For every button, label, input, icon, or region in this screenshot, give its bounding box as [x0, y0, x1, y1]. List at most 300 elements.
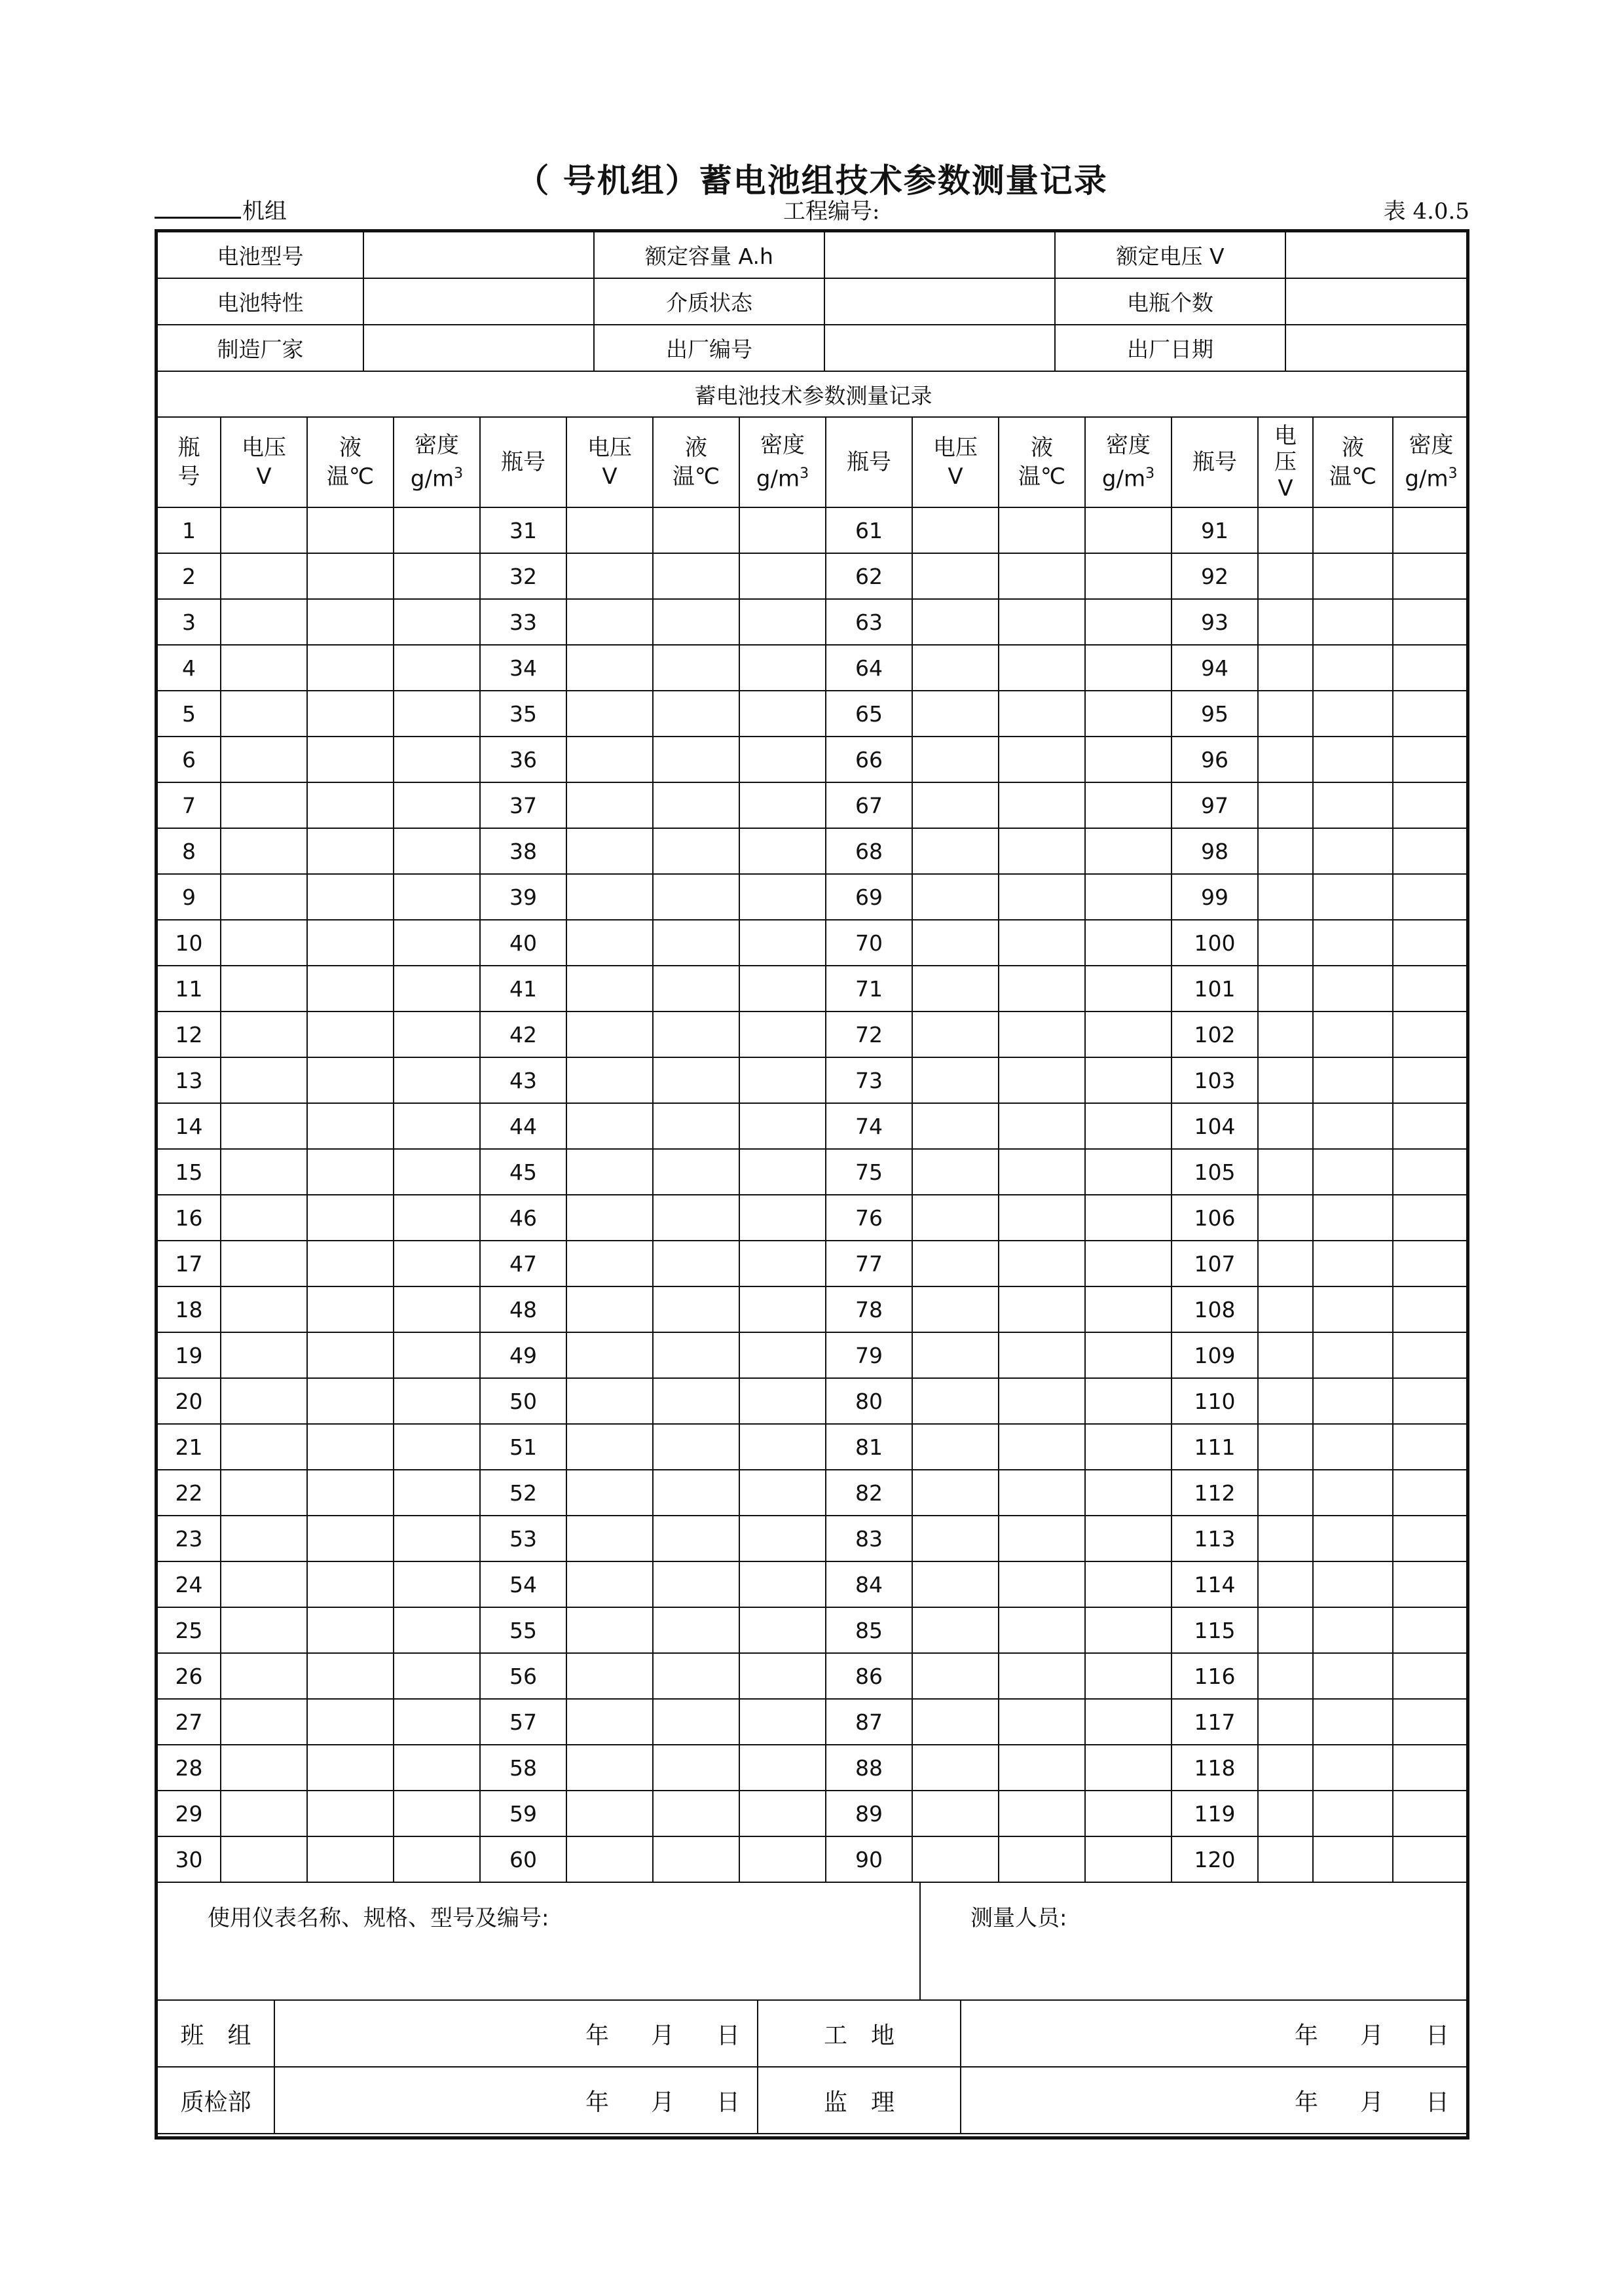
density-cell[interactable] — [394, 1424, 480, 1470]
voltage-cell[interactable] — [566, 1607, 653, 1653]
voltage-cell[interactable] — [912, 1241, 999, 1286]
voltage-cell[interactable] — [221, 1378, 307, 1424]
voltage-cell[interactable] — [912, 691, 999, 737]
voltage-cell[interactable] — [566, 1516, 653, 1561]
temperature-cell[interactable] — [1313, 1424, 1393, 1470]
temperature-cell[interactable] — [999, 1836, 1085, 1882]
voltage-cell[interactable] — [1258, 1424, 1313, 1470]
voltage-cell[interactable] — [566, 599, 653, 645]
voltage-cell[interactable] — [221, 553, 307, 599]
density-cell[interactable] — [394, 1103, 480, 1149]
temperature-cell[interactable] — [307, 553, 394, 599]
voltage-cell[interactable] — [912, 1791, 999, 1836]
voltage-cell[interactable] — [1258, 1745, 1313, 1791]
temperature-cell[interactable] — [1313, 1103, 1393, 1149]
temperature-cell[interactable] — [1313, 645, 1393, 691]
density-cell[interactable] — [394, 1561, 480, 1607]
density-cell[interactable] — [1393, 1057, 1469, 1103]
density-cell[interactable] — [1393, 1791, 1469, 1836]
temperature-cell[interactable] — [653, 645, 739, 691]
density-cell[interactable] — [739, 1607, 826, 1653]
density-cell[interactable] — [1085, 507, 1172, 553]
density-cell[interactable] — [739, 553, 826, 599]
voltage-cell[interactable] — [566, 1745, 653, 1791]
temperature-cell[interactable] — [653, 1195, 739, 1241]
voltage-cell[interactable] — [912, 1516, 999, 1561]
temperature-cell[interactable] — [1313, 828, 1393, 874]
temperature-cell[interactable] — [653, 874, 739, 920]
temperature-cell[interactable] — [999, 1516, 1085, 1561]
density-cell[interactable] — [739, 1332, 826, 1378]
temperature-cell[interactable] — [653, 1011, 739, 1057]
temperature-cell[interactable] — [307, 874, 394, 920]
density-cell[interactable] — [394, 507, 480, 553]
voltage-cell[interactable] — [912, 1286, 999, 1332]
density-cell[interactable] — [1085, 1378, 1172, 1424]
temperature-cell[interactable] — [307, 599, 394, 645]
voltage-cell[interactable] — [221, 1057, 307, 1103]
temperature-cell[interactable] — [307, 645, 394, 691]
voltage-cell[interactable] — [566, 828, 653, 874]
temperature-cell[interactable] — [653, 1516, 739, 1561]
temperature-cell[interactable] — [1313, 1149, 1393, 1195]
density-cell[interactable] — [1085, 828, 1172, 874]
temperature-cell[interactable] — [653, 1378, 739, 1424]
voltage-cell[interactable] — [1258, 737, 1313, 782]
voltage-cell[interactable] — [221, 1745, 307, 1791]
voltage-cell[interactable] — [221, 966, 307, 1011]
voltage-cell[interactable] — [1258, 1653, 1313, 1699]
voltage-cell[interactable] — [1258, 1378, 1313, 1424]
density-cell[interactable] — [394, 1791, 480, 1836]
voltage-cell[interactable] — [1258, 1011, 1313, 1057]
voltage-cell[interactable] — [566, 691, 653, 737]
density-cell[interactable] — [394, 782, 480, 828]
density-cell[interactable] — [1393, 828, 1469, 874]
density-cell[interactable] — [1085, 782, 1172, 828]
temperature-cell[interactable] — [307, 1057, 394, 1103]
voltage-cell[interactable] — [566, 1791, 653, 1836]
medium-state-value[interactable] — [824, 278, 1055, 325]
voltage-cell[interactable] — [566, 874, 653, 920]
temperature-cell[interactable] — [307, 1607, 394, 1653]
density-cell[interactable] — [1085, 920, 1172, 966]
temperature-cell[interactable] — [307, 1286, 394, 1332]
temperature-cell[interactable] — [999, 1011, 1085, 1057]
voltage-cell[interactable] — [912, 1057, 999, 1103]
temperature-cell[interactable] — [307, 1378, 394, 1424]
voltage-cell[interactable] — [912, 1699, 999, 1745]
voltage-cell[interactable] — [1258, 1241, 1313, 1286]
voltage-cell[interactable] — [1258, 1607, 1313, 1653]
temperature-cell[interactable] — [999, 599, 1085, 645]
temperature-cell[interactable] — [1313, 599, 1393, 645]
voltage-cell[interactable] — [1258, 1149, 1313, 1195]
density-cell[interactable] — [1393, 1745, 1469, 1791]
density-cell[interactable] — [1085, 1149, 1172, 1195]
temperature-cell[interactable] — [999, 1103, 1085, 1149]
temperature-cell[interactable] — [307, 1195, 394, 1241]
density-cell[interactable] — [739, 782, 826, 828]
density-cell[interactable] — [1085, 1241, 1172, 1286]
voltage-cell[interactable] — [912, 1424, 999, 1470]
density-cell[interactable] — [1393, 1286, 1469, 1332]
voltage-cell[interactable] — [566, 966, 653, 1011]
density-cell[interactable] — [1393, 691, 1469, 737]
temperature-cell[interactable] — [653, 1561, 739, 1607]
voltage-cell[interactable] — [221, 599, 307, 645]
temperature-cell[interactable] — [653, 1470, 739, 1516]
voltage-cell[interactable] — [566, 1011, 653, 1057]
density-cell[interactable] — [1085, 1057, 1172, 1103]
voltage-cell[interactable] — [566, 1836, 653, 1882]
density-cell[interactable] — [1393, 1836, 1469, 1882]
temperature-cell[interactable] — [999, 1561, 1085, 1607]
density-cell[interactable] — [739, 1561, 826, 1607]
temperature-cell[interactable] — [307, 1011, 394, 1057]
density-cell[interactable] — [1393, 1699, 1469, 1745]
density-cell[interactable] — [394, 828, 480, 874]
voltage-cell[interactable] — [1258, 507, 1313, 553]
density-cell[interactable] — [739, 1378, 826, 1424]
density-cell[interactable] — [1393, 1195, 1469, 1241]
temperature-cell[interactable] — [999, 828, 1085, 874]
temperature-cell[interactable] — [1313, 1057, 1393, 1103]
temperature-cell[interactable] — [1313, 1791, 1393, 1836]
voltage-cell[interactable] — [912, 1607, 999, 1653]
density-cell[interactable] — [394, 553, 480, 599]
density-cell[interactable] — [1085, 1561, 1172, 1607]
temperature-cell[interactable] — [307, 1332, 394, 1378]
density-cell[interactable] — [739, 599, 826, 645]
temperature-cell[interactable] — [307, 737, 394, 782]
temperature-cell[interactable] — [999, 507, 1085, 553]
voltage-cell[interactable] — [912, 599, 999, 645]
voltage-cell[interactable] — [912, 1195, 999, 1241]
temperature-cell[interactable] — [307, 828, 394, 874]
voltage-cell[interactable] — [1258, 874, 1313, 920]
density-cell[interactable] — [1085, 1836, 1172, 1882]
voltage-cell[interactable] — [566, 1561, 653, 1607]
temperature-cell[interactable] — [307, 1516, 394, 1561]
density-cell[interactable] — [394, 1470, 480, 1516]
voltage-cell[interactable] — [221, 1607, 307, 1653]
voltage-cell[interactable] — [912, 507, 999, 553]
voltage-cell[interactable] — [221, 1332, 307, 1378]
voltage-cell[interactable] — [221, 1836, 307, 1882]
temperature-cell[interactable] — [1313, 1286, 1393, 1332]
temperature-cell[interactable] — [999, 782, 1085, 828]
density-cell[interactable] — [1085, 1470, 1172, 1516]
voltage-cell[interactable] — [912, 782, 999, 828]
density-cell[interactable] — [739, 737, 826, 782]
temperature-cell[interactable] — [999, 691, 1085, 737]
density-cell[interactable] — [739, 920, 826, 966]
voltage-cell[interactable] — [1258, 1332, 1313, 1378]
voltage-cell[interactable] — [1258, 1470, 1313, 1516]
serial-no-value[interactable] — [824, 325, 1055, 371]
temperature-cell[interactable] — [1313, 1516, 1393, 1561]
voltage-cell[interactable] — [1258, 1103, 1313, 1149]
voltage-cell[interactable] — [912, 1378, 999, 1424]
density-cell[interactable] — [1393, 1103, 1469, 1149]
voltage-cell[interactable] — [566, 1241, 653, 1286]
temperature-cell[interactable] — [307, 1241, 394, 1286]
density-cell[interactable] — [739, 966, 826, 1011]
temperature-cell[interactable] — [653, 599, 739, 645]
temperature-cell[interactable] — [999, 1745, 1085, 1791]
temperature-cell[interactable] — [653, 782, 739, 828]
temperature-cell[interactable] — [999, 1378, 1085, 1424]
voltage-cell[interactable] — [1258, 1286, 1313, 1332]
voltage-cell[interactable] — [221, 507, 307, 553]
voltage-cell[interactable] — [221, 1241, 307, 1286]
voltage-cell[interactable] — [1258, 1836, 1313, 1882]
voltage-cell[interactable] — [1258, 553, 1313, 599]
temperature-cell[interactable] — [999, 1607, 1085, 1653]
temperature-cell[interactable] — [653, 1653, 739, 1699]
density-cell[interactable] — [1085, 1011, 1172, 1057]
temperature-cell[interactable] — [1313, 507, 1393, 553]
measurer-field[interactable] — [920, 1883, 1466, 2000]
density-cell[interactable] — [739, 828, 826, 874]
temperature-cell[interactable] — [1313, 1836, 1393, 1882]
density-cell[interactable] — [1393, 645, 1469, 691]
density-cell[interactable] — [1393, 1011, 1469, 1057]
density-cell[interactable] — [1393, 874, 1469, 920]
team-date-field[interactable] — [274, 2001, 758, 2067]
density-cell[interactable] — [1393, 1470, 1469, 1516]
battery-feature-value[interactable] — [363, 278, 594, 325]
temperature-cell[interactable] — [307, 691, 394, 737]
temperature-cell[interactable] — [653, 1241, 739, 1286]
voltage-cell[interactable] — [912, 1103, 999, 1149]
temperature-cell[interactable] — [653, 507, 739, 553]
temperature-cell[interactable] — [999, 874, 1085, 920]
temperature-cell[interactable] — [999, 1286, 1085, 1332]
mfg-date-value[interactable] — [1285, 325, 1466, 371]
voltage-cell[interactable] — [566, 1378, 653, 1424]
voltage-cell[interactable] — [1258, 782, 1313, 828]
density-cell[interactable] — [1393, 599, 1469, 645]
density-cell[interactable] — [1393, 1516, 1469, 1561]
temperature-cell[interactable] — [307, 782, 394, 828]
temperature-cell[interactable] — [307, 1653, 394, 1699]
temperature-cell[interactable] — [653, 1103, 739, 1149]
temperature-cell[interactable] — [999, 1653, 1085, 1699]
voltage-cell[interactable] — [1258, 1195, 1313, 1241]
temperature-cell[interactable] — [1313, 553, 1393, 599]
density-cell[interactable] — [1393, 1607, 1469, 1653]
density-cell[interactable] — [739, 1011, 826, 1057]
density-cell[interactable] — [394, 1653, 480, 1699]
temperature-cell[interactable] — [999, 1470, 1085, 1516]
voltage-cell[interactable] — [566, 920, 653, 966]
density-cell[interactable] — [739, 1470, 826, 1516]
voltage-cell[interactable] — [566, 1699, 653, 1745]
density-cell[interactable] — [1085, 1745, 1172, 1791]
supervisor-date-field[interactable] — [961, 2067, 1466, 2134]
voltage-cell[interactable] — [221, 1286, 307, 1332]
density-cell[interactable] — [739, 1149, 826, 1195]
voltage-cell[interactable] — [221, 1149, 307, 1195]
temperature-cell[interactable] — [1313, 1241, 1393, 1286]
density-cell[interactable] — [394, 1149, 480, 1195]
voltage-cell[interactable] — [1258, 1561, 1313, 1607]
voltage-cell[interactable] — [1258, 599, 1313, 645]
temperature-cell[interactable] — [307, 966, 394, 1011]
temperature-cell[interactable] — [999, 1149, 1085, 1195]
voltage-cell[interactable] — [566, 1653, 653, 1699]
temperature-cell[interactable] — [653, 828, 739, 874]
temperature-cell[interactable] — [653, 1745, 739, 1791]
temperature-cell[interactable] — [1313, 737, 1393, 782]
temperature-cell[interactable] — [999, 1195, 1085, 1241]
voltage-cell[interactable] — [566, 782, 653, 828]
density-cell[interactable] — [1393, 1332, 1469, 1378]
temperature-cell[interactable] — [653, 1607, 739, 1653]
voltage-cell[interactable] — [912, 1332, 999, 1378]
cell-count-value[interactable] — [1285, 278, 1466, 325]
temperature-cell[interactable] — [653, 1699, 739, 1745]
voltage-cell[interactable] — [221, 1424, 307, 1470]
temperature-cell[interactable] — [999, 1424, 1085, 1470]
voltage-cell[interactable] — [566, 1470, 653, 1516]
unit-blank-line[interactable] — [155, 217, 241, 219]
temperature-cell[interactable] — [1313, 1561, 1393, 1607]
density-cell[interactable] — [394, 1241, 480, 1286]
temperature-cell[interactable] — [1313, 1195, 1393, 1241]
voltage-cell[interactable] — [221, 1195, 307, 1241]
voltage-cell[interactable] — [912, 828, 999, 874]
density-cell[interactable] — [394, 1699, 480, 1745]
density-cell[interactable] — [1393, 1653, 1469, 1699]
density-cell[interactable] — [394, 1516, 480, 1561]
rated-voltage-value[interactable] — [1285, 232, 1466, 278]
density-cell[interactable] — [739, 1836, 826, 1882]
density-cell[interactable] — [1085, 1653, 1172, 1699]
density-cell[interactable] — [739, 1653, 826, 1699]
voltage-cell[interactable] — [221, 1516, 307, 1561]
density-cell[interactable] — [1085, 1286, 1172, 1332]
voltage-cell[interactable] — [912, 553, 999, 599]
density-cell[interactable] — [739, 645, 826, 691]
voltage-cell[interactable] — [566, 1057, 653, 1103]
temperature-cell[interactable] — [1313, 1699, 1393, 1745]
density-cell[interactable] — [394, 737, 480, 782]
density-cell[interactable] — [739, 1241, 826, 1286]
density-cell[interactable] — [394, 599, 480, 645]
voltage-cell[interactable] — [912, 1653, 999, 1699]
density-cell[interactable] — [1085, 737, 1172, 782]
voltage-cell[interactable] — [912, 874, 999, 920]
voltage-cell[interactable] — [1258, 645, 1313, 691]
voltage-cell[interactable] — [912, 966, 999, 1011]
density-cell[interactable] — [394, 691, 480, 737]
voltage-cell[interactable] — [1258, 1516, 1313, 1561]
voltage-cell[interactable] — [912, 1470, 999, 1516]
density-cell[interactable] — [739, 1195, 826, 1241]
temperature-cell[interactable] — [307, 1699, 394, 1745]
temperature-cell[interactable] — [999, 737, 1085, 782]
temperature-cell[interactable] — [1313, 966, 1393, 1011]
density-cell[interactable] — [1085, 599, 1172, 645]
temperature-cell[interactable] — [307, 1836, 394, 1882]
temperature-cell[interactable] — [653, 966, 739, 1011]
voltage-cell[interactable] — [1258, 828, 1313, 874]
temperature-cell[interactable] — [1313, 1653, 1393, 1699]
voltage-cell[interactable] — [912, 1011, 999, 1057]
voltage-cell[interactable] — [221, 1470, 307, 1516]
density-cell[interactable] — [1393, 507, 1469, 553]
temperature-cell[interactable] — [653, 1149, 739, 1195]
density-cell[interactable] — [394, 1332, 480, 1378]
density-cell[interactable] — [739, 1791, 826, 1836]
voltage-cell[interactable] — [912, 645, 999, 691]
temperature-cell[interactable] — [307, 1149, 394, 1195]
voltage-cell[interactable] — [221, 828, 307, 874]
density-cell[interactable] — [739, 874, 826, 920]
voltage-cell[interactable] — [221, 1699, 307, 1745]
temperature-cell[interactable] — [307, 1424, 394, 1470]
voltage-cell[interactable] — [912, 1561, 999, 1607]
temperature-cell[interactable] — [999, 1699, 1085, 1745]
temperature-cell[interactable] — [999, 1332, 1085, 1378]
temperature-cell[interactable] — [1313, 1607, 1393, 1653]
density-cell[interactable] — [739, 1699, 826, 1745]
voltage-cell[interactable] — [1258, 920, 1313, 966]
temperature-cell[interactable] — [307, 507, 394, 553]
density-cell[interactable] — [1085, 1607, 1172, 1653]
density-cell[interactable] — [1393, 1424, 1469, 1470]
density-cell[interactable] — [739, 691, 826, 737]
manufacturer-value[interactable] — [363, 325, 594, 371]
density-cell[interactable] — [1085, 1332, 1172, 1378]
voltage-cell[interactable] — [566, 1424, 653, 1470]
density-cell[interactable] — [394, 1378, 480, 1424]
density-cell[interactable] — [1085, 1103, 1172, 1149]
density-cell[interactable] — [1085, 1424, 1172, 1470]
density-cell[interactable] — [394, 1745, 480, 1791]
density-cell[interactable] — [739, 1057, 826, 1103]
temperature-cell[interactable] — [307, 1470, 394, 1516]
temperature-cell[interactable] — [1313, 1332, 1393, 1378]
voltage-cell[interactable] — [566, 1195, 653, 1241]
voltage-cell[interactable] — [566, 1103, 653, 1149]
voltage-cell[interactable] — [566, 737, 653, 782]
instrument-field[interactable] — [158, 1883, 920, 2000]
voltage-cell[interactable] — [221, 1561, 307, 1607]
density-cell[interactable] — [1393, 782, 1469, 828]
voltage-cell[interactable] — [221, 874, 307, 920]
density-cell[interactable] — [1085, 691, 1172, 737]
temperature-cell[interactable] — [653, 553, 739, 599]
temperature-cell[interactable] — [1313, 1011, 1393, 1057]
temperature-cell[interactable] — [999, 553, 1085, 599]
voltage-cell[interactable] — [221, 1103, 307, 1149]
temperature-cell[interactable] — [1313, 920, 1393, 966]
density-cell[interactable] — [1393, 737, 1469, 782]
temperature-cell[interactable] — [1313, 782, 1393, 828]
density-cell[interactable] — [1085, 645, 1172, 691]
voltage-cell[interactable] — [1258, 1699, 1313, 1745]
density-cell[interactable] — [1393, 1241, 1469, 1286]
density-cell[interactable] — [739, 1103, 826, 1149]
density-cell[interactable] — [1085, 1516, 1172, 1561]
temperature-cell[interactable] — [653, 1836, 739, 1882]
voltage-cell[interactable] — [912, 920, 999, 966]
voltage-cell[interactable] — [566, 553, 653, 599]
